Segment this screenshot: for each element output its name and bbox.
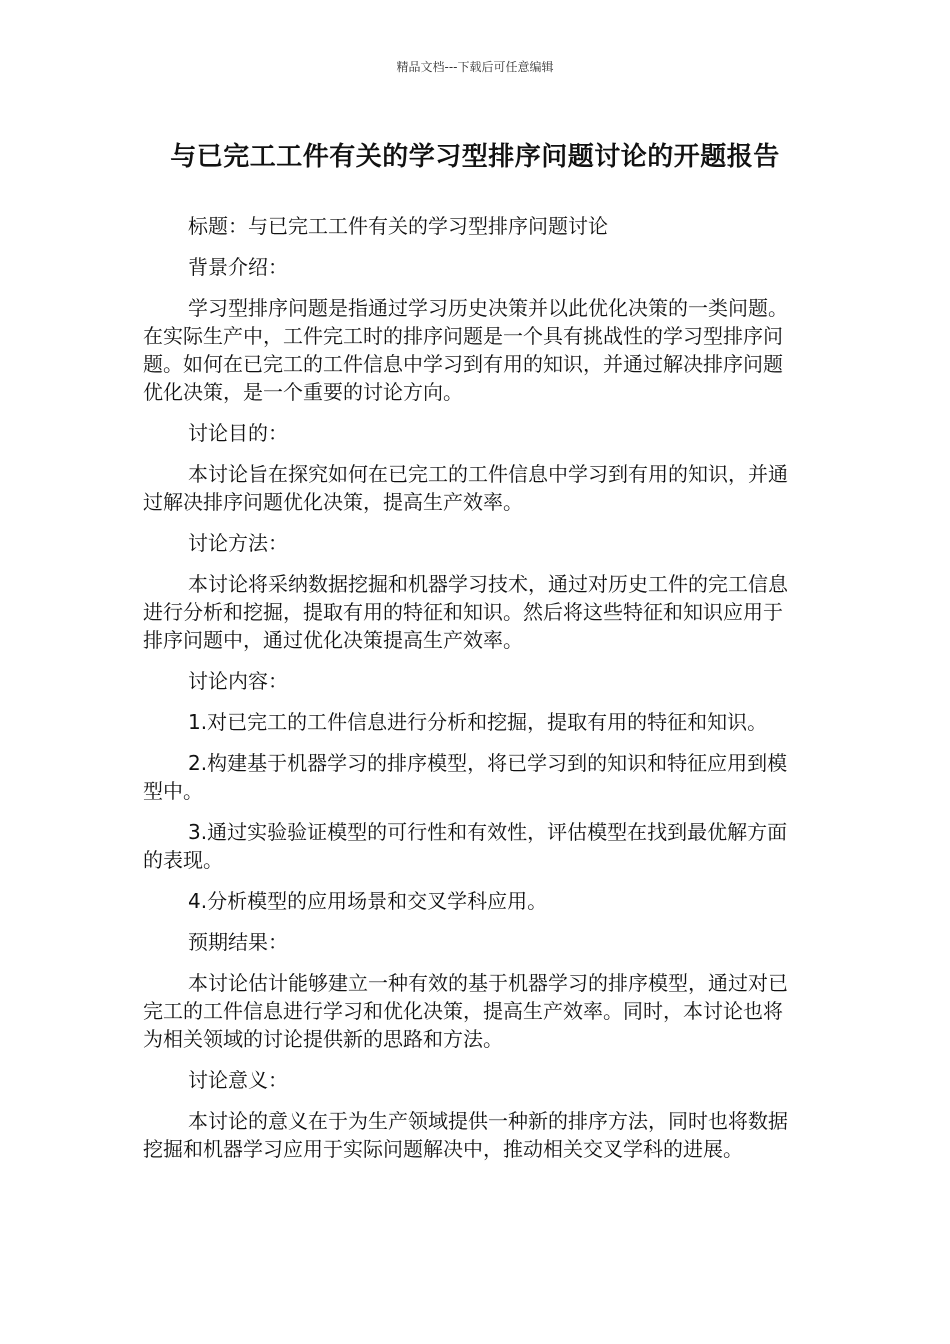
heading-expected-results: 预期结果： bbox=[188, 930, 288, 954]
content-item-4: 4.分析模型的应用场景和交叉学科应用。 bbox=[188, 889, 548, 913]
heading-content: 讨论内容： bbox=[188, 669, 288, 693]
document-body bbox=[143, 212, 795, 1176]
paragraph-subject: 标题：与已完工工件有关的学习型排序问题讨论 bbox=[188, 214, 608, 238]
paragraph-expected-results: 本讨论估计能够建立一种有效的基于机器学习的排序模型，通过对已完工的工件信息进行学习和优化决策，提高生产效率。同时，本讨论也将为相关领域的讨论提供新的思路和方法。 bbox=[143, 971, 788, 1051]
heading-significance: 讨论意义： bbox=[188, 1068, 288, 1092]
paragraph-background: 学习型排序问题是指通过学习历史决策并以此优化决策的一类问题。在实际生产中，工件完工时的排序问题是一个具有挑战性的学习型排序问题。如何在已完工的工件信息中学习到有用的知识，并通过解决排序问题优化决策，是一个重要的讨论方向。 bbox=[143, 296, 788, 404]
document-title: 与已完工工件有关的学习型排序问题讨论的开题报告 bbox=[170, 142, 780, 172]
paragraph-significance: 本讨论的意义在于为生产领域提供一种新的排序方法，同时也将数据挖掘和机器学习应用于实际问题解决中，推动相关交叉学科的进展。 bbox=[143, 1109, 788, 1161]
heading-purpose: 讨论目的： bbox=[188, 421, 288, 445]
content-item-2: 2.构建基于机器学习的排序模型，将已学习到的知识和特征应用到模型中。 bbox=[143, 751, 788, 803]
heading-method: 讨论方法： bbox=[188, 531, 288, 555]
paragraph-purpose: 本讨论旨在探究如何在已完工的工件信息中学习到有用的知识，并通过解决排序问题优化决策，提高生产效率。 bbox=[143, 462, 788, 514]
paragraph-method: 本讨论将采纳数据挖掘和机器学习技术，通过对历史工件的完工信息进行分析和挖掘，提取有用的特征和知识。然后将这些特征和知识应用于排序问题中，通过优化决策提高生产效率。 bbox=[143, 572, 788, 652]
page-header-note: 精品文档---下载后可任意编辑 bbox=[396, 60, 554, 74]
content-item-1: 1.对已完工的工件信息进行分析和挖掘，提取有用的特征和知识。 bbox=[188, 710, 768, 734]
heading-background: 背景介绍： bbox=[188, 255, 288, 279]
content-item-3: 3.通过实验验证模型的可行性和有效性，评估模型在找到最优解方面的表现。 bbox=[143, 820, 788, 872]
